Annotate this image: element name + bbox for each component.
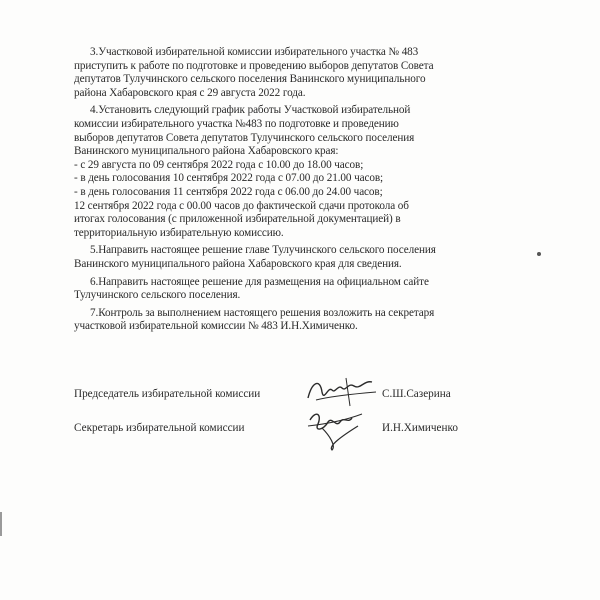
text-line: 4.Установить следующий график работы Участковой избирательной (90, 104, 411, 117)
text-line: выборов депутатов Совета депутатов Тулучинского сельского поселения (74, 131, 415, 144)
text-line: района Хабаровского края с 29 августа 2022 года. (74, 86, 306, 99)
paragraph (74, 104, 534, 240)
text-line: - в день голосования 11 сентября 2022 года с 06.00 до 24.00 часов; (74, 185, 383, 198)
chairman-label: Председатель избирательной комиссии (74, 388, 261, 400)
text-line: приступить к работе по подготовке и проведению выборов депутатов Совета (74, 59, 434, 72)
page-edge-mark (0, 512, 2, 536)
secretary-signature-image (302, 406, 382, 452)
text-line: участковой избирательной комиссии № 483 И.Н.Химиченко. (74, 320, 358, 333)
text-line: Тулучинского сельского поселения. (74, 289, 241, 302)
text-line: Ванинского муниципального района Хабаровского края: (74, 145, 339, 158)
text-line: итогах голосования (с приложенной избирательной документацией) в (74, 213, 401, 226)
text-line: 7.Контроль за выполнением настоящего решения возложить на секретаря (90, 306, 435, 319)
text-line: депутатов Тулучинского сельского поселения Ванинского муниципального (74, 73, 426, 86)
margin-dot (537, 252, 541, 256)
text-line: 5.Направить настоящее решение главе Тулучинского сельского поселения (90, 244, 436, 257)
text-line: - в день голосования 10 сентября 2022 года с 07.00 до 21.00 часов; (74, 172, 384, 185)
secretary-name: И.Н.Химиченко (382, 422, 458, 434)
secretary-signature-row (74, 412, 544, 442)
paragraph (74, 46, 534, 100)
text-line: комиссии избирательного участка №483 по подготовке и проведению (74, 117, 399, 130)
secretary-label: Секретарь избирательной комиссии (74, 422, 245, 434)
text-line: территориальную избирательную комиссию. (74, 226, 284, 239)
document-body (74, 46, 534, 338)
paragraph (74, 244, 534, 271)
chairman-signature-row (74, 378, 544, 408)
text-line: - с 29 августа по 09 сентября 2022 года с 10.00 до 18.00 часов; (74, 158, 364, 171)
paragraph (74, 276, 534, 303)
text-line: 6.Направить настоящее решение для размещения на официальном сайте (90, 275, 429, 288)
chairman-name: С.Ш.Сазерина (382, 388, 451, 400)
text-line: Ванинского муниципального района Хабаровского края для сведения. (74, 257, 402, 270)
paragraph (74, 307, 534, 334)
text-line: 12 сентября 2022 года с 00.00 часов до фактической сдачи протокола об (74, 199, 409, 212)
text-line: 3.Участковой избирательной комиссии избирательного участка № 483 (90, 46, 419, 58)
